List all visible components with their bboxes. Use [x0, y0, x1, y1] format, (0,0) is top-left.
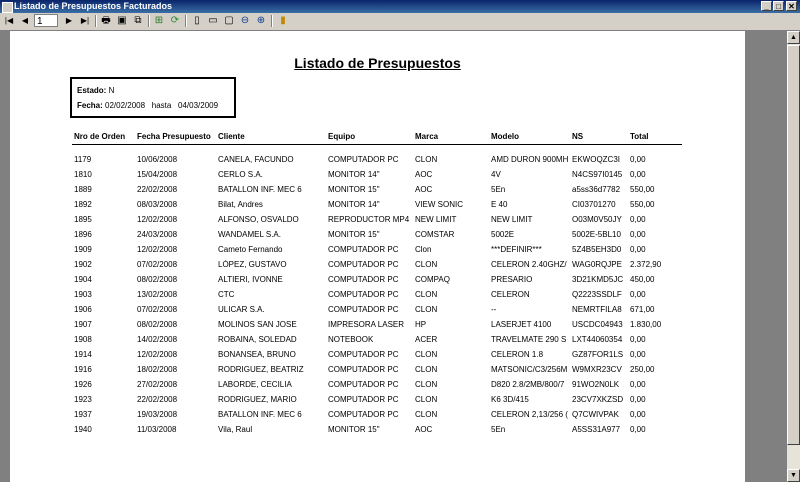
cell-fecha: 12/02/2008 — [137, 245, 178, 254]
cell-total: 550,00 — [630, 200, 655, 209]
cell-fecha: 14/02/2008 — [137, 335, 178, 344]
cell-fecha: 22/02/2008 — [137, 185, 178, 194]
cell-fecha: 12/02/2008 — [137, 350, 178, 359]
scroll-thumb[interactable] — [787, 45, 800, 445]
cell-cliente: LABORDE, CECILIA — [218, 380, 292, 389]
cell-cliente: ROBAINA, SOLEDAD — [218, 335, 297, 344]
toolbar — [0, 13, 800, 31]
cell-modelo: 5En — [491, 185, 506, 194]
cell-cliente: BATALLON INF. MEC 6 — [218, 185, 302, 194]
cell-total: 450,00 — [630, 275, 655, 284]
cell-nro-orden: 1179 — [74, 155, 92, 164]
refresh-icon[interactable]: ⟳ — [170, 15, 180, 26]
cell-modelo: ***DEFINIR*** — [491, 245, 542, 254]
cell-equipo: COMPUTADOR PC — [328, 350, 399, 359]
close-button[interactable]: ✕ — [786, 1, 797, 11]
cell-ns: USCDC04943 — [572, 320, 623, 329]
cell-ns: Q7CWIVPAK — [572, 410, 619, 419]
cell-marca: AOC — [415, 185, 433, 194]
cell-total: 0,00 — [630, 425, 646, 434]
cell-total: 0,00 — [630, 290, 646, 299]
cell-nro-orden: 1892 — [74, 200, 92, 209]
column-header-equipo: Equipo — [328, 132, 356, 141]
column-header-modelo: Modelo — [491, 132, 519, 141]
cell-marca: CLON — [415, 350, 438, 359]
cell-marca: CLON — [415, 365, 438, 374]
cell-marca: NEW LIMIT — [415, 215, 457, 224]
cell-nro-orden: 1926 — [74, 380, 92, 389]
zoom-out-icon[interactable]: ⊖ — [240, 15, 250, 26]
cell-cliente: CANELA, FACUNDO — [218, 155, 294, 164]
cell-ns: 91WO2N0LK — [572, 380, 620, 389]
cell-cliente: Bilat, Andres — [218, 200, 263, 209]
cell-modelo: 5En — [491, 425, 506, 434]
cell-total: 0,00 — [630, 230, 646, 239]
cell-modelo: 5002E — [491, 230, 515, 239]
cell-marca: CLON — [415, 260, 438, 269]
cell-nro-orden: 1940 — [74, 425, 92, 434]
cell-total: 1.830,00 — [630, 320, 662, 329]
cell-ns: CI03701270 — [572, 200, 616, 209]
cell-nro-orden: 1903 — [74, 290, 92, 299]
cell-nro-orden: 1937 — [74, 410, 92, 419]
cell-equipo: COMPUTADOR PC — [328, 395, 399, 404]
cell-nro-orden: 1904 — [74, 275, 92, 284]
cell-cliente: MOLINOS SAN JOSE — [218, 320, 297, 329]
cell-ns: O03M0V50JY — [572, 215, 622, 224]
cell-nro-orden: 1895 — [74, 215, 92, 224]
cell-total: 0,00 — [630, 380, 646, 389]
first-page-icon[interactable]: |◀ — [4, 16, 14, 25]
cell-cliente: CERLO S.A. — [218, 170, 263, 179]
estado-label: Estado: — [77, 86, 107, 95]
cell-cliente: RODRIGUEZ, BEATRIZ — [218, 365, 304, 374]
column-header-fecha: Fecha Presupuesto — [137, 132, 211, 141]
cell-nro-orden: 1810 — [74, 170, 92, 179]
scroll-down-icon[interactable]: ▼ — [787, 469, 800, 482]
cell-ns: EKWOQZC3I — [572, 155, 621, 164]
cell-modelo: 4V — [491, 170, 501, 179]
cell-equipo: COMPUTADOR PC — [328, 275, 399, 284]
cell-marca: CLON — [415, 380, 438, 389]
next-page-icon[interactable]: ▶ — [65, 16, 73, 25]
cell-equipo: COMPUTADOR PC — [328, 260, 399, 269]
report-title: Listado de Presupuestos — [294, 55, 461, 71]
prev-page-icon[interactable]: ◀ — [21, 16, 29, 25]
cell-fecha: 08/02/2008 — [137, 320, 178, 329]
cell-marca: CLON — [415, 395, 438, 404]
cell-marca: Clon — [415, 245, 432, 254]
cell-marca: ACER — [415, 335, 438, 344]
cell-marca: AOC — [415, 425, 433, 434]
column-header-total: Total — [630, 132, 649, 141]
cell-ns: 5002E-5BL10 — [572, 230, 621, 239]
filter-box — [70, 77, 236, 118]
cell-ns: NEMRTFILA8 — [572, 305, 622, 314]
maximize-button[interactable]: □ — [773, 1, 784, 11]
cell-nro-orden: 1914 — [74, 350, 92, 359]
cell-total: 0,00 — [630, 170, 646, 179]
cell-modelo: MATSONIC/C3/256M — [491, 365, 568, 374]
cell-fecha: 18/02/2008 — [137, 365, 178, 374]
cell-equipo: MONITOR 14" — [328, 170, 380, 179]
cell-ns: 3D21KMD5JC — [572, 275, 624, 284]
minimize-button[interactable]: _ — [761, 1, 772, 11]
cell-equipo: COMPUTADOR PC — [328, 245, 399, 254]
page-number-input[interactable]: 1 — [34, 14, 58, 27]
fecha-to: 04/03/2009 — [178, 101, 219, 110]
cell-fecha: 07/02/2008 — [137, 305, 178, 314]
cell-modelo: NEW LIMIT — [491, 215, 533, 224]
cell-ns: WAG0RQJPE — [572, 260, 622, 269]
cell-total: 671,00 — [630, 305, 655, 314]
cell-ns: 5Z4B5EH3D0 — [572, 245, 622, 254]
cell-ns: W9MXR23CV — [572, 365, 622, 374]
print-icon[interactable]: 🖶 — [101, 15, 111, 26]
estado-value: N — [108, 86, 115, 95]
cell-ns: GZ87FOR1LS — [572, 350, 624, 359]
export-icon[interactable]: ⧉ — [134, 15, 142, 26]
column-header-nro-orden: Nro de Orden — [74, 132, 126, 141]
last-page-icon[interactable]: ▶| — [80, 16, 90, 25]
report-canvas — [0, 31, 787, 482]
cell-nro-orden: 1923 — [74, 395, 92, 404]
cell-modelo: CELERON 1.8 — [491, 350, 544, 359]
cell-cliente: BATALLON INF. MEC 6 — [218, 410, 302, 419]
cell-fecha: 19/03/2008 — [137, 410, 178, 419]
whole-page-icon[interactable]: ▢ — [224, 15, 234, 26]
cell-cliente: Vila, Raul — [218, 425, 253, 434]
cell-marca: CLON — [415, 305, 438, 314]
group-tree-icon[interactable]: ⊞ — [154, 15, 164, 26]
cell-equipo: MONITOR 14" — [328, 200, 380, 209]
cell-nro-orden: 1906 — [74, 305, 92, 314]
cell-cliente: LÓPEZ, GUSTAVO — [218, 260, 287, 269]
cell-equipo: COMPUTADOR PC — [328, 155, 399, 164]
cell-fecha: 12/02/2008 — [137, 215, 178, 224]
cell-total: 0,00 — [630, 155, 646, 164]
hasta-label: hasta — [151, 101, 172, 110]
cell-modelo: E 40 — [491, 200, 508, 209]
cell-equipo: IMPRESORA LASER — [328, 320, 405, 329]
cell-marca: VIEW SONIC — [415, 200, 464, 209]
column-header-marca: Marca — [415, 132, 439, 141]
cell-marca: CLON — [415, 290, 438, 299]
cell-fecha: 15/04/2008 — [137, 170, 178, 179]
cell-total: 0,00 — [630, 395, 646, 404]
cell-total: 0,00 — [630, 350, 646, 359]
scroll-up-icon[interactable]: ▲ — [787, 31, 800, 44]
cell-total: 0,00 — [630, 215, 646, 224]
cell-cliente: ALFONSO, OSVALDO — [218, 215, 299, 224]
title-bar — [0, 0, 800, 13]
cell-modelo: AMD DURON 900MH — [491, 155, 569, 164]
cell-fecha: 22/02/2008 — [137, 395, 178, 404]
header-rule — [72, 144, 682, 145]
report-page — [10, 31, 745, 482]
cell-marca: COMSTAR — [415, 230, 455, 239]
cell-marca: HP — [415, 320, 427, 329]
cell-cliente: ULICAR S.A. — [218, 305, 265, 314]
cell-nro-orden: 1908 — [74, 335, 92, 344]
cell-fecha: 24/03/2008 — [137, 230, 178, 239]
cell-modelo: PRESARIO — [491, 275, 533, 284]
cell-fecha: 11/03/2008 — [137, 425, 177, 434]
cell-total: 250,00 — [630, 365, 655, 374]
cell-cliente: Cameto Fernando — [218, 245, 283, 254]
cell-modelo: CELERON 2,13/256 ( — [491, 410, 568, 419]
cell-ns: A5SS31A977 — [572, 425, 621, 434]
cell-nro-orden: 1896 — [74, 230, 92, 239]
cell-ns: Q2223SSDLF — [572, 290, 622, 299]
cell-equipo: MONITOR 15" — [328, 185, 380, 194]
cell-fecha: 08/03/2008 — [137, 200, 178, 209]
cell-marca: CLON — [415, 155, 438, 164]
cell-modelo: CELERON 2.40GHZ/ — [491, 260, 567, 269]
cell-marca: COMPAQ — [415, 275, 450, 284]
column-header-cliente: Cliente — [218, 132, 245, 141]
cell-ns: a5ss36d7782 — [572, 185, 621, 194]
save-icon[interactable]: ▣ — [117, 15, 127, 26]
column-header-ns: NS — [572, 132, 584, 141]
cell-equipo: COMPUTADOR PC — [328, 365, 399, 374]
vertical-scrollbar[interactable] — [787, 31, 800, 482]
app-icon — [2, 2, 13, 13]
cell-modelo: LASERJET 4100 — [491, 320, 552, 329]
cell-nro-orden: 1902 — [74, 260, 92, 269]
cell-ns: LXT44060354 — [572, 335, 623, 344]
cell-equipo: MONITOR 15" — [328, 425, 380, 434]
cell-nro-orden: 1907 — [74, 320, 92, 329]
cell-modelo: D820 2.8/2MB/800/7 — [491, 380, 565, 389]
cell-cliente: CTC — [218, 290, 235, 299]
cell-equipo: COMPUTADOR PC — [328, 410, 399, 419]
cell-total: 0,00 — [630, 245, 646, 254]
cell-marca: CLON — [415, 410, 438, 419]
page-icon[interactable]: ▯ — [194, 15, 200, 26]
cell-fecha: 10/06/2008 — [137, 155, 178, 164]
cell-equipo: MONITOR 15" — [328, 230, 380, 239]
cell-total: 0,00 — [630, 335, 646, 344]
fecha-from: 02/02/2008 — [105, 101, 146, 110]
cell-cliente: WANDAMEL S.A. — [218, 230, 281, 239]
cell-fecha: 08/02/2008 — [137, 275, 178, 284]
cell-fecha: 13/02/2008 — [137, 290, 178, 299]
cell-total: 0,00 — [630, 410, 646, 419]
cell-total: 550,00 — [630, 185, 655, 194]
page-width-icon[interactable]: ▭ — [208, 15, 218, 26]
cell-nro-orden: 1889 — [74, 185, 92, 194]
cell-nro-orden: 1916 — [74, 365, 92, 374]
cell-cliente: BONANSEA, BRUNO — [218, 350, 296, 359]
cell-modelo: K6 3D/415 — [491, 395, 529, 404]
cell-equipo: REPRODUCTOR MP4 — [328, 215, 410, 224]
window-title: Listado de Presupuestos Facturados — [14, 1, 173, 11]
exit-icon[interactable]: ▮ — [280, 15, 286, 26]
fecha-label: Fecha: — [77, 101, 103, 110]
cell-nro-orden: 1909 — [74, 245, 92, 254]
cell-modelo: -- — [491, 305, 497, 314]
zoom-in-icon[interactable]: ⊕ — [256, 15, 266, 26]
cell-ns: 23CV7XKZSD — [572, 395, 624, 404]
cell-equipo: NOTEBOOK — [328, 335, 374, 344]
cell-marca: AOC — [415, 170, 433, 179]
cell-cliente: ALTIERI, IVONNE — [218, 275, 283, 284]
cell-equipo: COMPUTADOR PC — [328, 290, 399, 299]
cell-total: 2.372,90 — [630, 260, 662, 269]
cell-modelo: CELERON — [491, 290, 530, 299]
cell-modelo: TRAVELMATE 290 S — [491, 335, 567, 344]
cell-equipo: COMPUTADOR PC — [328, 380, 399, 389]
cell-cliente: RODRIGUEZ, MARIO — [218, 395, 297, 404]
cell-equipo: COMPUTADOR PC — [328, 305, 399, 314]
cell-fecha: 07/02/2008 — [137, 260, 178, 269]
cell-fecha: 27/02/2008 — [137, 380, 178, 389]
cell-ns: N4CS97I0145 — [572, 170, 623, 179]
